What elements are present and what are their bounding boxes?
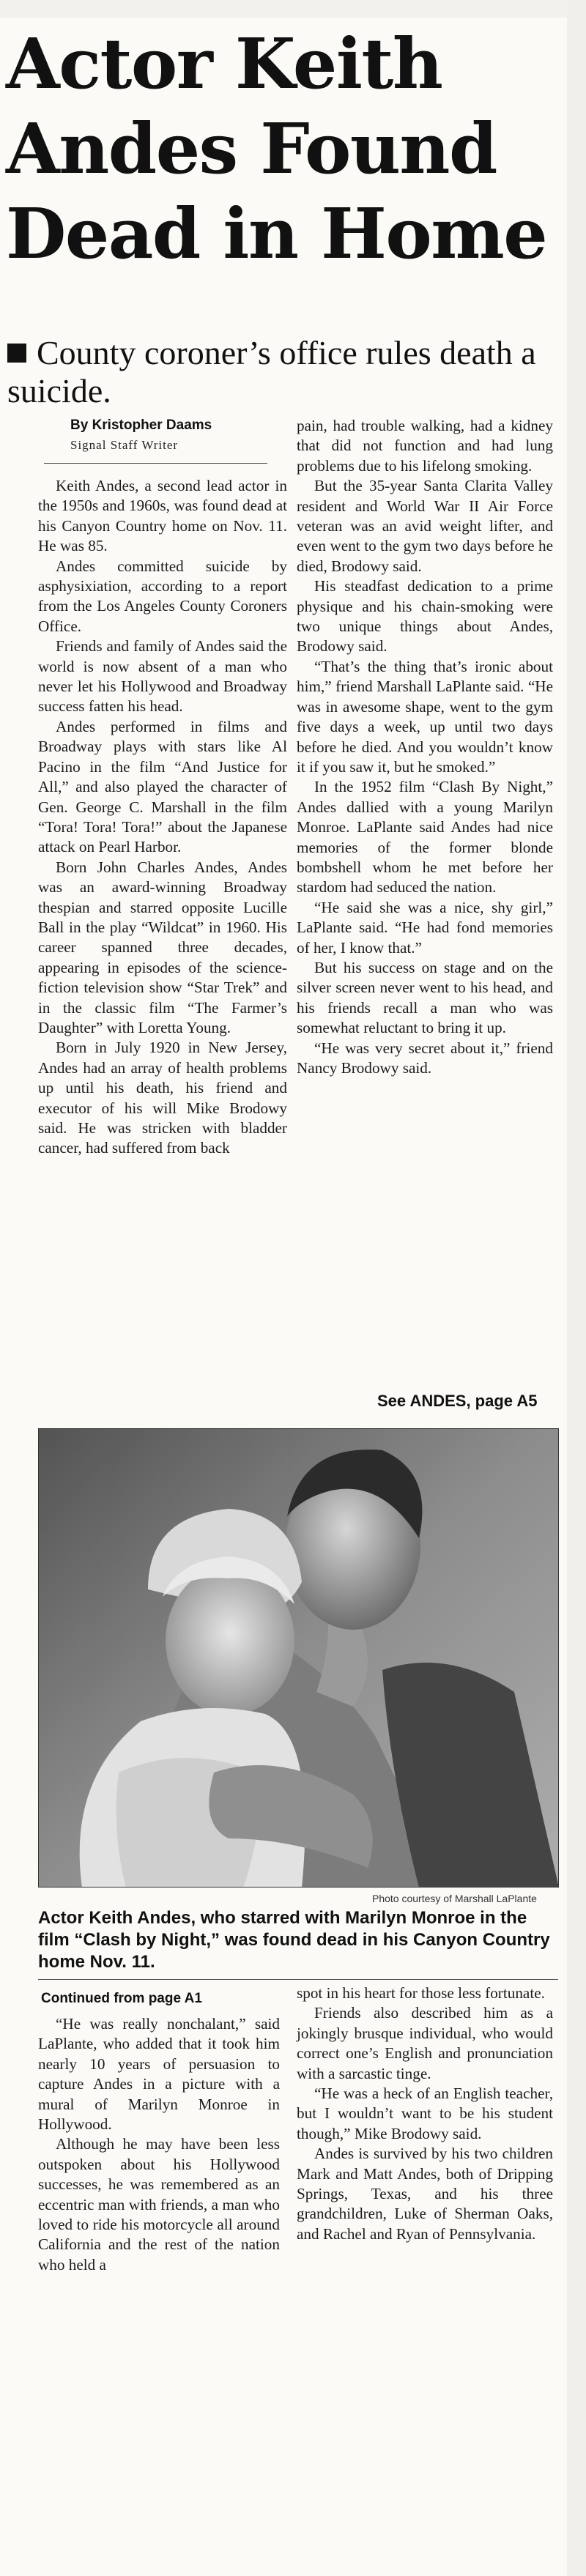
page-right-edge xyxy=(567,0,586,2576)
continued-column-left xyxy=(38,2014,280,2275)
paragraph: Although he may have been less outspoken about his Hollywood successes, he was remembered as an eccentric man with friends, a man who loved to ride his motorcycle all around California and the rest of the nation who held a xyxy=(38,2135,280,2274)
continued-label: Continued from page A1 xyxy=(41,1991,202,2006)
divider xyxy=(38,1979,558,1980)
paragraph: His steadfast dedication to a prime physique and his chain-smoking were two unique things about Andes, Brodowy said. xyxy=(297,577,553,656)
square-bullet-icon xyxy=(7,344,26,363)
page-top-edge xyxy=(0,0,586,18)
headline-line: Actor Keith xyxy=(6,23,442,105)
subheadline xyxy=(7,334,564,410)
paragraph: Keith Andes, a second lead actor in the 1950s and 1960s, was found dead at his Canyon Country home on Nov. 11. He was 85. xyxy=(38,477,287,555)
staff-title: Signal Staff Writer xyxy=(70,438,179,452)
article-column-right xyxy=(297,416,553,1078)
paragraph: Andes committed suicide by asphysixiation, according to a report from the Los Angeles County Coroners Office. xyxy=(38,557,287,635)
paragraph: “He was really nonchalant,” said LaPlante, who added that it took him nearly 10 years of persuasion to capture Andes in a picture with a mural of Marilyn Monroe in Hollywood. xyxy=(38,2015,280,2134)
paragraph: In the 1952 film “Clash By Night,” Andes dallied with a young Marilyn Monroe. LaPlante said Andes had nice memories of the former blonde bombshell whom he met before her stardom had seduced the nation. xyxy=(297,778,553,897)
paragraph: “That’s the thing that’s ironic about him,” friend Marshall LaPlante said. “He was in awesome shape, went to the gym five days a week, up until two days before he died. And you wouldn’t know it if you saw it, but he smoked.” xyxy=(297,657,553,776)
photo-credit: Photo courtesy of Marshall LaPlante xyxy=(372,1893,537,1904)
paragraph: “He said she was a nice, shy girl,” LaPlante said. “He had fond memories of her, I know that.” xyxy=(297,898,553,957)
paragraph: But the 35-year Santa Clarita Valley resident and World War II Air Force veteran was an avid weight lifter, and even went to the gym two days before he died, Brodowy said. xyxy=(297,477,553,575)
continued-column-right xyxy=(297,1983,553,2244)
jump-reference: See ANDES, page A5 xyxy=(377,1392,538,1410)
divider xyxy=(44,463,267,464)
paragraph: Born John Charles Andes, Andes was an award-winning Broadway thespian and starred opposite Lucille Ball in the play “Wildcat” in 1960. His career spanned three decades, appearing in episodes of the science-fiction television show “Star Trek” and in the classic film “The Farmer’s Daughter” with Loretta Young. xyxy=(38,858,287,1036)
paragraph: “He was a heck of an English teacher, but I wouldn’t want to be his student though,” Mike Brodowy said. xyxy=(297,2085,553,2142)
paragraph: spot in his heart for those less fortunate. xyxy=(297,1984,545,2002)
paragraph: “He was very secret about it,” friend Nancy Brodowy said. xyxy=(297,1039,553,1077)
byline: By Kristopher Daams xyxy=(70,417,212,433)
headline-line: Dead in Home xyxy=(6,193,547,275)
article-column-left xyxy=(38,476,287,1159)
photo-illustration xyxy=(38,1428,559,1888)
subheadline-text: County coroner’s office rules death a suicide. xyxy=(7,334,536,409)
paragraph: Born in July 1920 in New Jersey, Andes had an array of health problems up until his death, his friend and executor of his will Mike Brodowy said. He was stricken with bladder cancer, had suffered from back xyxy=(38,1039,287,1157)
paragraph: But his success on stage and on the silver screen never went to his head, and his friends recall a man who was somewhat reluctant to bring it up. xyxy=(297,958,553,1037)
paragraph: Andes is survived by his two children Mark and Matt Andes, both of Dripping Springs, Texas, and his three grandchildren, Luke of Sherman Oaks, and Rachel and Ryan of Pennsylvania. xyxy=(297,2145,553,2243)
paragraph: Andes performed in films and Broadway plays with stars like Al Pacino in the film “And Justice for All,” and also played the character of Gen. George C. Marshall in the film “Tora! Tora! Tora!” about the Japanese attack on Pearl Harbor. xyxy=(38,717,287,856)
headline-line: Andes Found xyxy=(6,108,497,190)
paragraph: Friends and family of Andes said the world is now absent of a man who never let his Hollywood and Broadway success fatten his head. xyxy=(38,637,287,716)
news-photo xyxy=(38,1428,559,1888)
paragraph: Friends also described him as a jokingly brusque individual, who would correct one’s English and pronunciation with a sarcastic tinge. xyxy=(297,2004,553,2082)
paragraph: pain, had trouble walking, had a kidney that did not function and had lung problems due to his lifelong smoking. xyxy=(297,417,553,475)
photo-caption: Actor Keith Andes, who starred with Marilyn Monroe in the film “Clash by Night,” was found dead in his Canyon Country home Nov. 11. xyxy=(38,1908,550,1972)
headline xyxy=(6,22,570,277)
